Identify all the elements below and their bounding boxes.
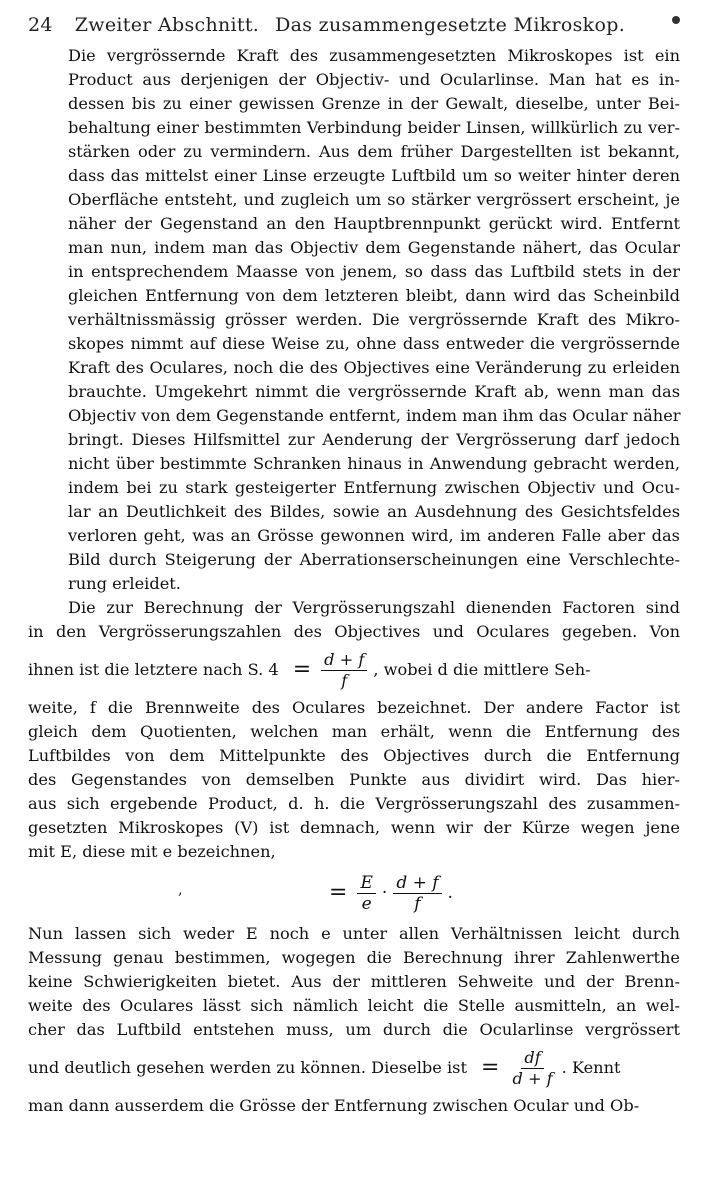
text-line: mit E, diese mit e bezeichnen, <box>28 842 276 861</box>
text-line: weite, f die Brennweite des Oculares bezeichnet. Der andere Factor ist <box>28 698 680 717</box>
text-line: dessen bis zu einer gewissen Grenze in der Gewalt, dieselbe, unter Bei- <box>68 94 680 113</box>
fraction-e-ratio <box>357 873 375 914</box>
text-line: indem bei zu stark gesteigerter Entfernung zwischen Objectiv und Ocu- <box>68 478 680 497</box>
section-label: Zweiter Abschnitt. <box>74 14 260 36</box>
text-line: man nun, indem man das Objectiv dem Gegenstande nähert, das Ocular <box>68 238 680 257</box>
text-line: verloren geht, was an Grösse gewonnen wird, im anderen Falle aber das <box>68 526 680 545</box>
fraction-image-distance <box>509 1048 555 1089</box>
fraction-denominator: d + f <box>512 1068 553 1088</box>
fraction-numerator: df <box>521 1048 543 1069</box>
equals-sign: = <box>329 880 348 905</box>
fraction-denominator: e <box>361 893 372 914</box>
formula-trail-text: . Kennt <box>561 1058 621 1077</box>
text-line: des Gegenstandes von demselben Punkte aus dividirt wird. Das hier- <box>28 770 680 789</box>
text-line: gesetzten Mikroskopes (V) ist demnach, wenn wir der Kürze wegen jene <box>28 818 680 837</box>
text-line: rung erleidet. <box>68 574 181 593</box>
multiplication-dot: · <box>381 883 388 903</box>
text-line: aus sich ergebende Product, d. h. die Vergrösserungszahl des zusammen- <box>28 794 680 813</box>
text-line: weite des Oculares lässt sich nämlich leicht die Stelle ausmitteln, an wel- <box>28 996 680 1015</box>
text-line: dass das mittelst einer Linse erzeugte Luftbild um so weiter hinter deren <box>68 166 680 185</box>
text-line: Objectiv von dem Gegenstande entfernt, indem man ihm das Ocular näher <box>68 406 681 425</box>
fraction-numerator: d + f <box>393 873 441 894</box>
text-line: gleich dem Quotienten, welchen man erhält, wenn die Entfernung des <box>28 722 680 741</box>
page-number: 24 <box>28 14 53 36</box>
paragraph-measurement <box>28 922 680 1118</box>
fraction-denominator: f <box>341 670 348 690</box>
text-line: Bild durch Steigerung der Aberrationserscheinungen eine Verschlechte- <box>68 550 680 569</box>
formula-lead-text: und deutlich gesehen werden zu können. Dieselbe ist <box>28 1058 467 1077</box>
text-line: Oberfläche entsteht, und zugleich um so stärker vergrössert erscheint, je <box>68 190 680 209</box>
text-line: nicht über bestimmte Schranken hinaus in Anwendung gebracht werden, <box>68 454 680 473</box>
text-line: in entsprechendem Maasse von jenem, so dass das Luftbild stets in der <box>68 262 680 281</box>
text-line: Product aus derjenigen der Objectiv- und Ocularlinse. Man hat es in- <box>68 70 680 89</box>
running-header <box>28 14 680 36</box>
display-formula-v <box>28 864 680 922</box>
ink-dot-mark <box>672 16 680 24</box>
paragraph-magnification <box>28 44 680 596</box>
text-line: Luftbildes von dem Mittelpunkte des Objectives durch die Entfernung <box>28 746 680 765</box>
text-line: Nun lassen sich weder E noch e unter allen Verhältnissen leicht durch <box>28 924 680 943</box>
text-line: gleichen Entfernung von dem letzteren bleibt, dann wird das Scheinbild <box>68 286 680 305</box>
text-line: Die vergrössernde Kraft des zusammengesetzten Mikroskopes ist ein <box>68 46 680 65</box>
text-line: bringt. Dieses Hilfsmittel zur Aenderung der Vergrösserung darf jedoch <box>68 430 680 449</box>
inline-formula-line <box>28 1042 680 1094</box>
stray-mark: ‚ <box>178 882 183 898</box>
text-line: Die zur Berechnung der Vergrösserungszahl dienenden Factoren sind <box>68 598 680 617</box>
text-line: Messung genau bestimmen, wogegen die Berechnung ihrer Zahlenwerthe <box>28 948 680 967</box>
text-line: man dann ausserdem die Grösse der Entfernung zwischen Ocular und Ob- <box>28 1096 640 1115</box>
text-line: näher der Gegenstand an den Hauptbrennpunkt gerückt wird. Entfernt <box>68 214 680 233</box>
fraction-numerator: d + f <box>321 650 367 671</box>
fraction-ocular-magnification <box>321 650 367 691</box>
formula-lead-text: ihnen ist die letztere nach S. 4 <box>28 660 279 679</box>
inline-formula-line <box>28 644 680 696</box>
text-line: keine Schwierigkeiten bietet. Aus der mittleren Sehweite und der Brenn- <box>28 972 680 991</box>
display-formula-block <box>28 864 680 922</box>
text-line: Kraft des Oculares, noch die des Objectives eine Veränderung zu erleiden <box>68 358 680 377</box>
text-line: brauchte. Umgekehrt nimmt die vergrössernde Kraft ab, wenn man das <box>68 382 680 401</box>
book-page <box>28 14 680 1118</box>
text-line: in den Vergrösserungszahlen des Objectives und Oculares gegeben. Von <box>28 622 680 641</box>
fraction-ocular <box>393 873 441 914</box>
equals-sign: = <box>481 1055 500 1080</box>
text-line: skopes nimmt auf diese Weise zu, ohne dass entweder die vergrössernde <box>68 334 680 353</box>
formula-period: . <box>447 883 453 903</box>
fraction-numerator: E <box>357 873 375 894</box>
formula-trail-text: , wobei d die mittlere Seh- <box>373 660 591 679</box>
text-line: behaltung einer bestimmten Verbindung beider Linsen, willkürlich zu ver- <box>68 118 680 137</box>
text-line: cher das Luftbild entstehen muss, um durch die Ocularlinse vergrössert <box>28 1020 680 1039</box>
fraction-denominator: f <box>414 893 421 914</box>
running-title: Das zusammengesetzte Mikroskop. <box>275 14 626 36</box>
text-line: stärken oder zu vermindern. Aus dem früher Dargestellten ist bekannt, <box>68 142 680 161</box>
paragraph-calculation <box>28 596 680 922</box>
text-line: lar an Deutlichkeit des Bildes, sowie an Ausdehnung des Gesichtsfeldes <box>68 502 680 521</box>
text-line: verhältnissmässig grösser werden. Die vergrössernde Kraft des Mikro- <box>68 310 680 329</box>
equals-sign: = <box>292 657 312 682</box>
